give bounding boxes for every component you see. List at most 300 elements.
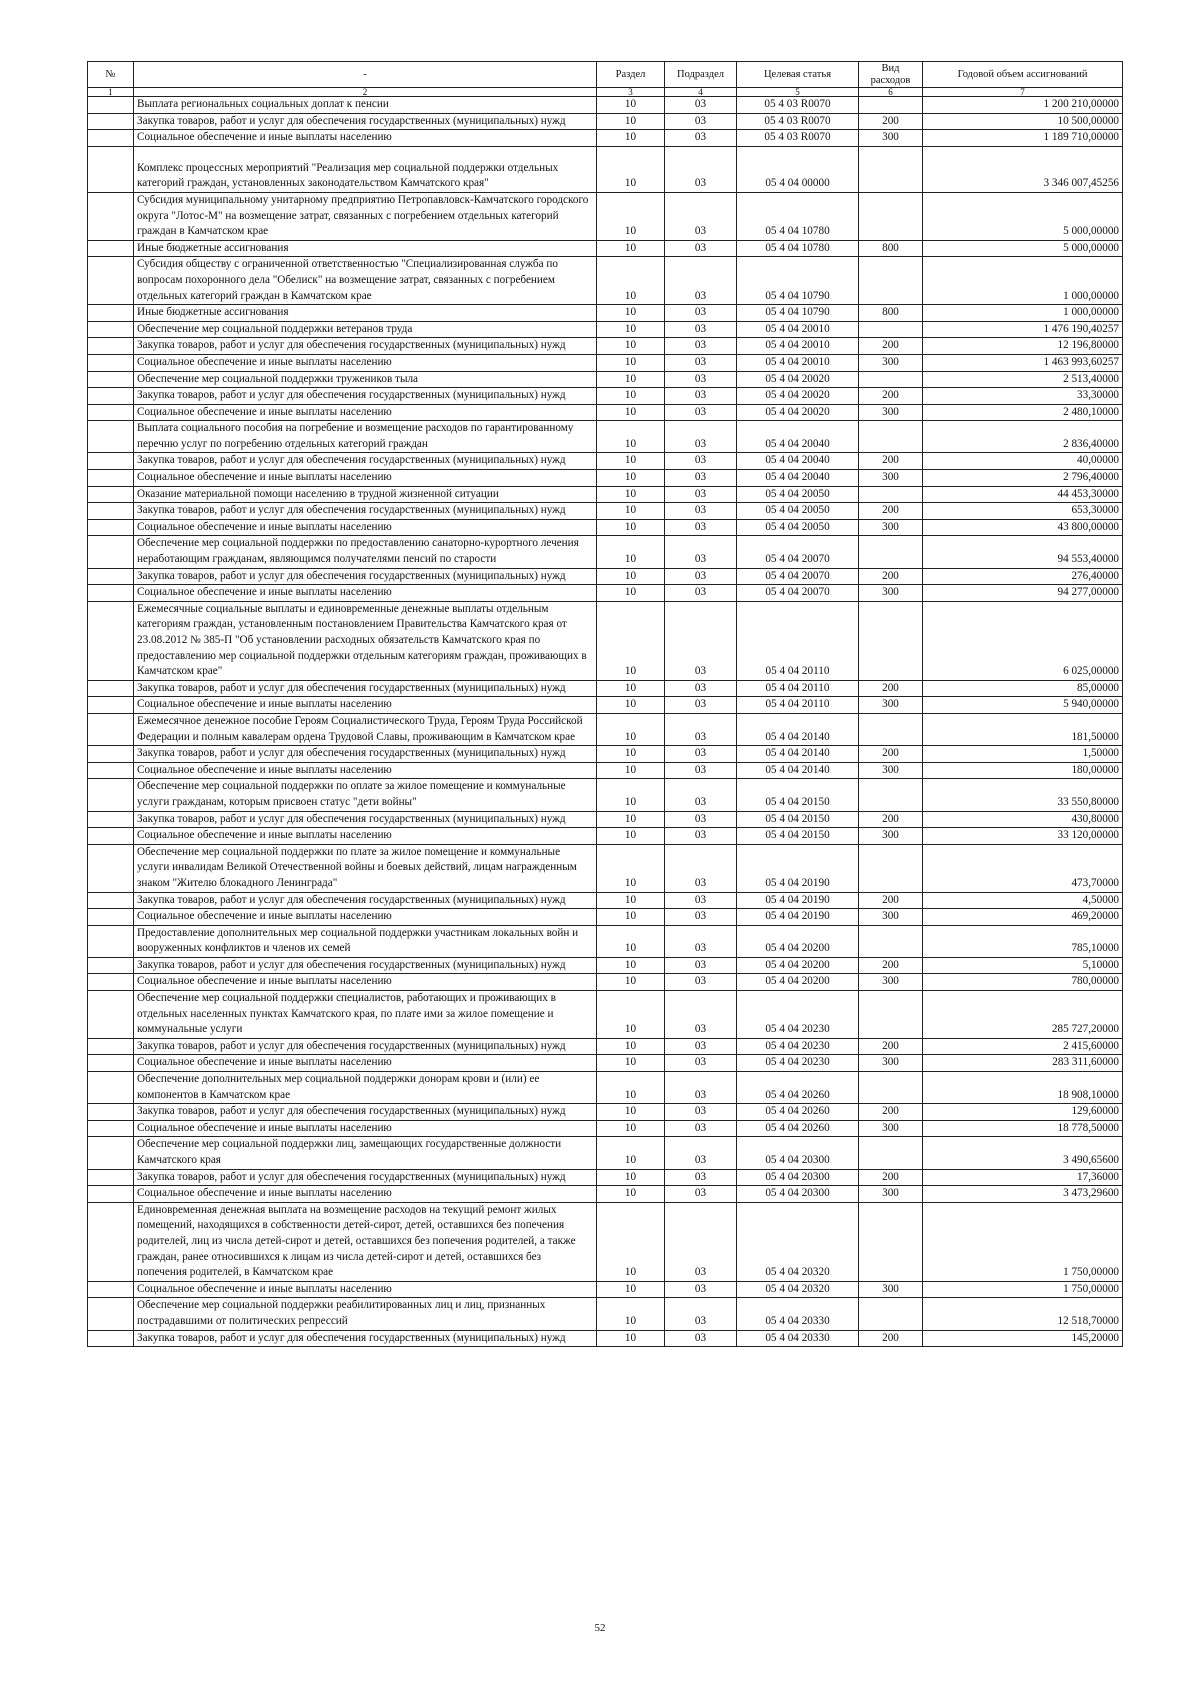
cell-vr: 200 [859,113,923,130]
cell-name: Обеспечение мер социальной поддержки по плате за жилое помещение и коммунальные услуги инвалидам Великой Отечественной войны и боевых действий, лицам награжденным знаком "Жителю блокадного Ленинграда" [134,844,597,892]
cell-p: 03 [665,1038,737,1055]
cell-sum: 85,00000 [923,680,1123,697]
cell-name: Социальное обеспечение и иные выплаты населению [134,974,597,991]
table-row [88,354,1123,371]
cell-no [88,371,134,388]
cell-vr: 200 [859,746,923,763]
cell-r: 10 [597,371,665,388]
cell-no [88,1186,134,1203]
cell-p: 03 [665,97,737,114]
cell-no [88,257,134,305]
cell-p: 03 [665,779,737,811]
table-row [88,680,1123,697]
header-subsection: Подраздел [665,62,737,88]
cell-name: Закупка товаров, работ и услуг для обеспечения государственных (муниципальных) нужд [134,1104,597,1121]
cell-sum: 33 120,00000 [923,828,1123,845]
cell-no [88,1202,134,1281]
cell-name: Социальное обеспечение и иные выплаты населению [134,828,597,845]
cell-p: 03 [665,1281,737,1298]
cell-sum: 430,80000 [923,811,1123,828]
cell-r: 10 [597,892,665,909]
cell-p: 03 [665,1298,737,1330]
cell-cs: 05 4 04 20260 [737,1120,859,1137]
cell-no [88,828,134,845]
cell-cs: 05 4 04 10790 [737,257,859,305]
table-row [88,146,1123,192]
cell-cs: 05 4 03 R0070 [737,130,859,147]
cell-no [88,470,134,487]
cell-name: Обеспечение мер социальной поддержки по предоставлению санаторно-курортного лечения неработающим гражданам, являющимся получателями пенсий по старости [134,536,597,568]
cell-no [88,240,134,257]
cell-sum: 44 453,30000 [923,486,1123,503]
cell-name: Ежемесячное денежное пособие Героям Социалистического Труда, Героям Труда Российской Федерации и полным кавалерам ордена Трудовой Славы, проживающим в Камчатском крае [134,713,597,745]
cell-sum: 12 196,80000 [923,338,1123,355]
cell-sum: 2 480,10000 [923,404,1123,421]
cell-cs: 05 4 04 20190 [737,892,859,909]
colnum-6: 6 [859,88,923,97]
cell-cs: 05 4 04 20320 [737,1202,859,1281]
table-row [88,713,1123,745]
cell-no [88,601,134,680]
table-row [88,697,1123,714]
cell-p: 03 [665,909,737,926]
table-row [88,305,1123,322]
table-row [88,470,1123,487]
cell-r: 10 [597,844,665,892]
table-row [88,113,1123,130]
table-row [88,746,1123,763]
cell-cs: 05 4 04 20010 [737,338,859,355]
cell-r: 10 [597,1202,665,1281]
cell-p: 03 [665,697,737,714]
cell-vr [859,713,923,745]
cell-no [88,453,134,470]
cell-cs: 05 4 04 20300 [737,1169,859,1186]
cell-r: 10 [597,1186,665,1203]
cell-cs: 05 4 04 20110 [737,697,859,714]
cell-no [88,503,134,520]
cell-no [88,113,134,130]
cell-p: 03 [665,713,737,745]
table-row [88,568,1123,585]
cell-cs: 05 4 04 20330 [737,1330,859,1347]
cell-cs: 05 4 04 20200 [737,957,859,974]
table-row [88,388,1123,405]
cell-sum: 5,10000 [923,957,1123,974]
table-row [88,371,1123,388]
cell-cs: 05 4 04 20150 [737,828,859,845]
cell-sum: 1 000,00000 [923,257,1123,305]
cell-sum: 145,20000 [923,1330,1123,1347]
cell-vr: 200 [859,811,923,828]
cell-sum: 1 463 993,60257 [923,354,1123,371]
colnum-4: 4 [665,88,737,97]
cell-sum: 276,40000 [923,568,1123,585]
cell-r: 10 [597,601,665,680]
cell-cs: 05 4 04 20070 [737,568,859,585]
cell-p: 03 [665,1186,737,1203]
cell-r: 10 [597,146,665,192]
cell-vr [859,991,923,1039]
cell-r: 10 [597,519,665,536]
table-row [88,1120,1123,1137]
cell-name: Закупка товаров, работ и услуг для обеспечения государственных (муниципальных) нужд [134,811,597,828]
page-number: 52 [594,1622,606,1634]
cell-r: 10 [597,779,665,811]
cell-name: Социальное обеспечение и иные выплаты населению [134,1120,597,1137]
cell-r: 10 [597,97,665,114]
cell-name: Закупка товаров, работ и услуг для обеспечения государственных (муниципальных) нужд [134,680,597,697]
cell-p: 03 [665,257,737,305]
header-name: - [134,62,597,88]
cell-name: Социальное обеспечение и иные выплаты населению [134,470,597,487]
table-row [88,1072,1123,1104]
cell-vr: 300 [859,1186,923,1203]
cell-name: Иные бюджетные ассигнования [134,240,597,257]
cell-r: 10 [597,321,665,338]
table-row [88,925,1123,957]
cell-name: Иные бюджетные ассигнования [134,305,597,322]
table-row [88,338,1123,355]
cell-no [88,1298,134,1330]
cell-name: Закупка товаров, работ и услуг для обеспечения государственных (муниципальных) нужд [134,746,597,763]
table-row [88,1202,1123,1281]
cell-cs: 05 4 04 20320 [737,1281,859,1298]
cell-vr: 300 [859,697,923,714]
table-row [88,1055,1123,1072]
cell-sum: 473,70000 [923,844,1123,892]
cell-r: 10 [597,421,665,453]
cell-p: 03 [665,1055,737,1072]
cell-cs: 05 4 04 20230 [737,1038,859,1055]
cell-p: 03 [665,957,737,974]
cell-vr: 200 [859,568,923,585]
cell-cs: 05 4 04 20040 [737,470,859,487]
cell-sum: 5 000,00000 [923,240,1123,257]
cell-sum: 18 778,50000 [923,1120,1123,1137]
cell-cs: 05 4 04 20020 [737,371,859,388]
cell-vr: 300 [859,130,923,147]
column-numbers-row [88,88,1123,97]
cell-sum: 17,36000 [923,1169,1123,1186]
cell-sum: 129,60000 [923,1104,1123,1121]
cell-r: 10 [597,130,665,147]
cell-name: Социальное обеспечение и иные выплаты населению [134,909,597,926]
cell-name: Предоставление дополнительных мер социальной поддержки участникам локальных войн и вооруженных конфликтов и членов их семей [134,925,597,957]
cell-no [88,1169,134,1186]
cell-sum: 285 727,20000 [923,991,1123,1039]
table-row [88,1137,1123,1169]
cell-p: 03 [665,1104,737,1121]
cell-vr: 200 [859,388,923,405]
header-volume: Годовой объем ассигнований [923,62,1123,88]
cell-p: 03 [665,892,737,909]
cell-p: 03 [665,503,737,520]
cell-cs: 05 4 04 20020 [737,388,859,405]
cell-no [88,1330,134,1347]
cell-sum: 1,50000 [923,746,1123,763]
cell-vr: 300 [859,1055,923,1072]
cell-sum: 1 000,00000 [923,305,1123,322]
cell-r: 10 [597,536,665,568]
cell-cs: 05 4 04 20050 [737,519,859,536]
table-row [88,97,1123,114]
cell-vr: 200 [859,957,923,974]
cell-p: 03 [665,925,737,957]
cell-name: Закупка товаров, работ и услуг для обеспечения государственных (муниципальных) нужд [134,1169,597,1186]
cell-p: 03 [665,371,737,388]
cell-sum: 33 550,80000 [923,779,1123,811]
cell-sum: 12 518,70000 [923,1298,1123,1330]
cell-sum: 33,30000 [923,388,1123,405]
cell-no [88,680,134,697]
cell-p: 03 [665,338,737,355]
cell-no [88,421,134,453]
cell-vr: 300 [859,519,923,536]
cell-cs: 05 4 04 10780 [737,192,859,240]
cell-no [88,568,134,585]
table-row [88,240,1123,257]
cell-no [88,925,134,957]
cell-cs: 05 4 04 20150 [737,779,859,811]
cell-no [88,991,134,1039]
cell-no [88,585,134,602]
cell-cs: 05 4 03 R0070 [737,113,859,130]
cell-cs: 05 4 04 20110 [737,601,859,680]
cell-p: 03 [665,585,737,602]
cell-p: 03 [665,486,737,503]
cell-r: 10 [597,746,665,763]
cell-sum: 5 000,00000 [923,192,1123,240]
table-row [88,1169,1123,1186]
header-exp-type: Вид расходов [859,62,923,88]
cell-sum: 94 553,40000 [923,536,1123,568]
cell-r: 10 [597,697,665,714]
cell-p: 03 [665,519,737,536]
cell-vr: 800 [859,305,923,322]
cell-cs: 05 4 04 20070 [737,536,859,568]
table-row [88,762,1123,779]
table-row [88,519,1123,536]
table-row [88,536,1123,568]
cell-r: 10 [597,957,665,974]
cell-cs: 05 4 04 20150 [737,811,859,828]
cell-p: 03 [665,601,737,680]
colnum-7: 7 [923,88,1123,97]
cell-cs: 05 4 04 10780 [737,240,859,257]
cell-cs: 05 4 04 20330 [737,1298,859,1330]
cell-name: Закупка товаров, работ и услуг для обеспечения государственных (муниципальных) нужд [134,113,597,130]
cell-no [88,1120,134,1137]
cell-r: 10 [597,338,665,355]
cell-p: 03 [665,240,737,257]
cell-vr: 800 [859,240,923,257]
cell-p: 03 [665,762,737,779]
cell-vr: 200 [859,1169,923,1186]
cell-name: Субсидия обществу с ограниченной ответственностью "Специализированная служба по вопросам похоронного дела "Обелиск" на возмещение затрат, связанных с погребением отдельных категорий граждан в Камчатском крае [134,257,597,305]
cell-name: Оказание материальной помощи населению в трудной жизненной ситуации [134,486,597,503]
cell-cs: 05 4 04 20300 [737,1137,859,1169]
cell-no [88,974,134,991]
table-row [88,892,1123,909]
cell-vr [859,779,923,811]
table-row [88,1104,1123,1121]
cell-cs: 05 4 04 20070 [737,585,859,602]
cell-no [88,1104,134,1121]
cell-no [88,486,134,503]
table-row [88,404,1123,421]
cell-cs: 05 4 04 20140 [737,762,859,779]
table-row [88,321,1123,338]
cell-r: 10 [597,1169,665,1186]
header-section: Раздел [597,62,665,88]
cell-sum: 10 500,00000 [923,113,1123,130]
cell-p: 03 [665,146,737,192]
cell-p: 03 [665,828,737,845]
cell-name: Обеспечение мер социальной поддержки по оплате за жилое помещение и коммунальные услуги гражданам, которым присвоен статус "дети войны" [134,779,597,811]
cell-vr: 300 [859,828,923,845]
cell-p: 03 [665,404,737,421]
cell-vr [859,486,923,503]
cell-r: 10 [597,568,665,585]
cell-p: 03 [665,470,737,487]
table-row [88,421,1123,453]
cell-name: Обеспечение мер социальной поддержки реабилитированных лиц и лиц, признанных пострадавшими от политических репрессий [134,1298,597,1330]
cell-no [88,354,134,371]
cell-p: 03 [665,991,737,1039]
cell-name: Закупка товаров, работ и услуг для обеспечения государственных (муниципальных) нужд [134,503,597,520]
cell-r: 10 [597,828,665,845]
cell-sum: 283 311,60000 [923,1055,1123,1072]
cell-p: 03 [665,388,737,405]
cell-vr [859,925,923,957]
cell-name: Социальное обеспечение и иные выплаты населению [134,1281,597,1298]
cell-vr [859,601,923,680]
cell-r: 10 [597,974,665,991]
cell-name: Обеспечение мер социальной поддержки ветеранов труда [134,321,597,338]
table-row [88,601,1123,680]
cell-sum: 2 415,60000 [923,1038,1123,1055]
cell-name: Закупка товаров, работ и услуг для обеспечения государственных (муниципальных) нужд [134,568,597,585]
table-row [88,991,1123,1039]
cell-name: Обеспечение мер социальной поддержки тружеников тыла [134,371,597,388]
table-row [88,844,1123,892]
cell-p: 03 [665,305,737,322]
colnum-2: 2 [134,88,597,97]
cell-r: 10 [597,257,665,305]
cell-p: 03 [665,321,737,338]
cell-vr [859,1072,923,1104]
cell-name: Социальное обеспечение и иные выплаты населению [134,1055,597,1072]
cell-sum: 94 277,00000 [923,585,1123,602]
table-row [88,503,1123,520]
cell-r: 10 [597,909,665,926]
cell-cs: 05 4 04 20010 [737,321,859,338]
cell-p: 03 [665,844,737,892]
cell-p: 03 [665,568,737,585]
cell-r: 10 [597,388,665,405]
cell-sum: 1 200 210,00000 [923,97,1123,114]
cell-cs: 05 4 04 20300 [737,1186,859,1203]
cell-cs: 05 4 04 20230 [737,991,859,1039]
cell-r: 10 [597,453,665,470]
cell-cs: 05 4 04 20200 [737,974,859,991]
cell-cs: 05 4 04 20190 [737,844,859,892]
budget-table-sheet [87,61,1122,1347]
cell-no [88,762,134,779]
cell-name: Социальное обеспечение и иные выплаты населению [134,762,597,779]
cell-vr: 300 [859,585,923,602]
cell-vr: 200 [859,1038,923,1055]
cell-no [88,1281,134,1298]
cell-sum: 1 189 710,00000 [923,130,1123,147]
cell-cs: 05 4 04 20230 [737,1055,859,1072]
cell-cs: 05 4 04 20200 [737,925,859,957]
cell-cs: 05 4 04 20020 [737,404,859,421]
cell-p: 03 [665,1137,737,1169]
cell-sum: 653,30000 [923,503,1123,520]
cell-r: 10 [597,1072,665,1104]
cell-name: Обеспечение мер социальной поддержки лиц, замещающих государственные должности Камчатского края [134,1137,597,1169]
table-row [88,1298,1123,1330]
cell-cs: 05 4 04 20050 [737,486,859,503]
cell-p: 03 [665,1120,737,1137]
cell-vr: 300 [859,762,923,779]
cell-p: 03 [665,746,737,763]
cell-r: 10 [597,404,665,421]
cell-no [88,892,134,909]
cell-name: Закупка товаров, работ и услуг для обеспечения государственных (муниципальных) нужд [134,453,597,470]
cell-no [88,697,134,714]
cell-r: 10 [597,192,665,240]
cell-sum: 3 473,29600 [923,1186,1123,1203]
cell-r: 10 [597,240,665,257]
table-row [88,1186,1123,1203]
cell-sum: 4,50000 [923,892,1123,909]
cell-vr: 200 [859,1104,923,1121]
cell-name: Социальное обеспечение и иные выплаты населению [134,1186,597,1203]
table-row [88,130,1123,147]
cell-no [88,321,134,338]
cell-sum: 6 025,00000 [923,601,1123,680]
cell-r: 10 [597,1104,665,1121]
cell-r: 10 [597,503,665,520]
cell-name: Выплата региональных социальных доплат к пенсии [134,97,597,114]
cell-p: 03 [665,1169,737,1186]
cell-name: Социальное обеспечение и иные выплаты населению [134,697,597,714]
cell-name: Закупка товаров, работ и услуг для обеспечения государственных (муниципальных) нужд [134,338,597,355]
table-row [88,585,1123,602]
cell-r: 10 [597,1038,665,1055]
table-row [88,1330,1123,1347]
cell-cs: 05 4 04 20040 [737,421,859,453]
cell-cs: 05 4 04 20140 [737,746,859,763]
cell-vr: 300 [859,974,923,991]
cell-no [88,779,134,811]
cell-vr: 200 [859,503,923,520]
cell-sum: 1 476 190,40257 [923,321,1123,338]
cell-no [88,519,134,536]
cell-no [88,305,134,322]
cell-vr [859,371,923,388]
cell-name: Социальное обеспечение и иные выплаты населению [134,585,597,602]
cell-no [88,388,134,405]
cell-p: 03 [665,811,737,828]
cell-vr: 300 [859,1281,923,1298]
cell-cs: 05 4 04 00000 [737,146,859,192]
cell-sum: 2 513,40000 [923,371,1123,388]
cell-no [88,338,134,355]
